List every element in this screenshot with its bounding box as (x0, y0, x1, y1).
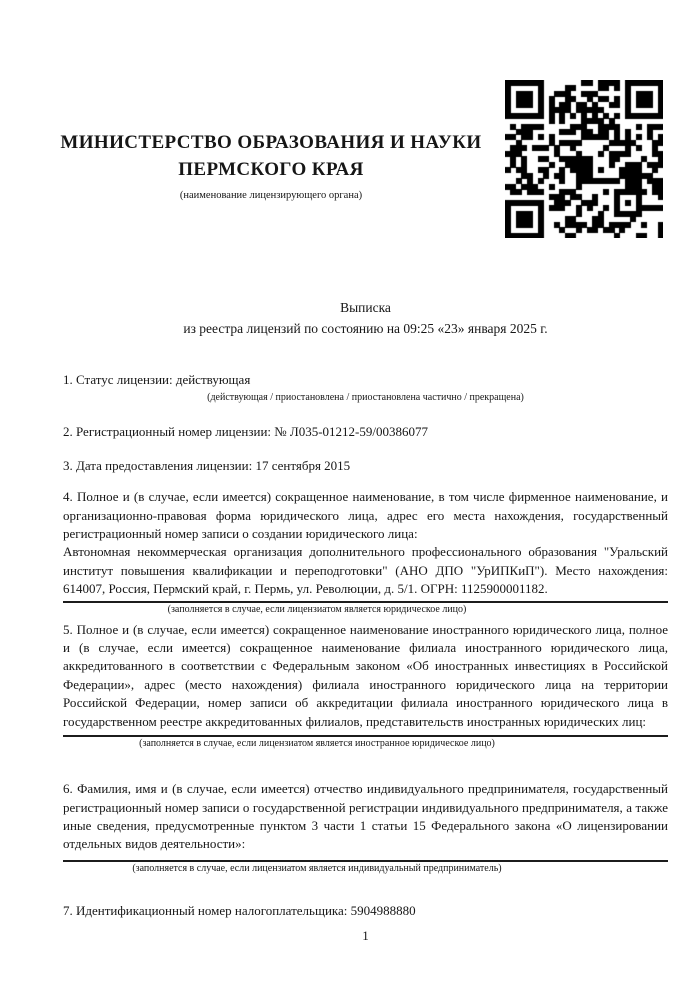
item-3-grant-date: 3. Дата предоставления лицензии: 17 сентября 2015 (63, 457, 351, 473)
item-4-caption: (заполняется в случае, если лицензиатом является юридическое лицо) (167, 603, 467, 615)
ministry-name-line1: МИНИСТЕРСТВО ОБРАЗОВАНИЯ И НАУКИ (60, 132, 482, 153)
ministry-name-line2: ПЕРМСКОГО КРАЯ (178, 159, 364, 180)
item-5-foreign-entity (63, 621, 668, 750)
qr-code (505, 80, 663, 238)
item-4-question: 4. Полное и (в случае, если имеется) сокращенное наименование, в том числе фирменное наименование, и организационно-правовая форма юридического лица, адрес его места нахождения, государственный регистрационный номер записи о создании юридического лица: (63, 489, 668, 542)
item-5-caption: (заполняется в случае, если лицензиатом является иностранное юридическое лицо) (139, 738, 495, 750)
page-number: 1 (362, 928, 369, 943)
item-2-registration-number: 2. Регистрационный номер лицензии: № Л035-01212-59/00386077 (63, 424, 429, 440)
document-body (63, 364, 668, 920)
item-4-answer: Автономная некоммерческая организация дополнительного профессионального образования "Уральский институт повышения квалификации и переподготовки" (АНО ДПО "УрИПКиП"). Место нахождения: 614007, Россия, Пермский край, г. Пермь, ул. Революции, д. 5/1. ОГРН: 1125900001182. (63, 544, 668, 597)
item-5-question: 5. Полное и (в случае, если имеется) сокращенное наименование иностранного юридического лица, полное и (в случае, если имеется) сокращенное наименование филиала иностранного юридического лица, аккредитованного в соответствии с Федеральным законом «Об иностранных инвестициях в Российской Федерации», адрес (место нахождения) филиала иностранного юридического лица на территории Российской Федерации, номер записи об аккредитации филиала иностранного юридического лица в государственном реестре аккредитованных филиалов, представительств иностранных юридических лиц: (63, 621, 668, 729)
document-title (63, 297, 668, 339)
item-7-taxpayer-number: 7. Идентификационный номер налогоплательщика: 5904988880 (63, 902, 416, 918)
item-6-caption: (заполняется в случае, если лицензиатом является индивидуальный предприниматель) (132, 862, 502, 874)
item-6-question: 6. Фамилия, имя и (в случае, если имеется) отчество индивидуального предпринимателя, государственный регистрационный номер записи о государственной регистрации индивидуального предпринимателя, а также иные сведения, предусмотренные пунктом 3 части 1 статьи 15 Федерального закона «О лицензировании отдельных видов деятельности»: (63, 781, 668, 852)
document-title-line1: Выписка (340, 300, 391, 315)
item-4-legal-entity (63, 488, 668, 615)
document-title-line2: из реестра лицензий по состоянию на 09:25 «23» января 2025 г. (183, 321, 548, 336)
item-6-individual-entrepreneur (63, 780, 668, 875)
item-1-caption: (действующая / приостановлена / приостановлена частично / прекращена) (207, 392, 524, 404)
authority-field-caption: (наименование лицензирующего органа) (179, 190, 363, 201)
licensing-authority-header (40, 129, 502, 202)
item-1-license-status: 1. Статус лицензии: действующая (63, 372, 251, 387)
